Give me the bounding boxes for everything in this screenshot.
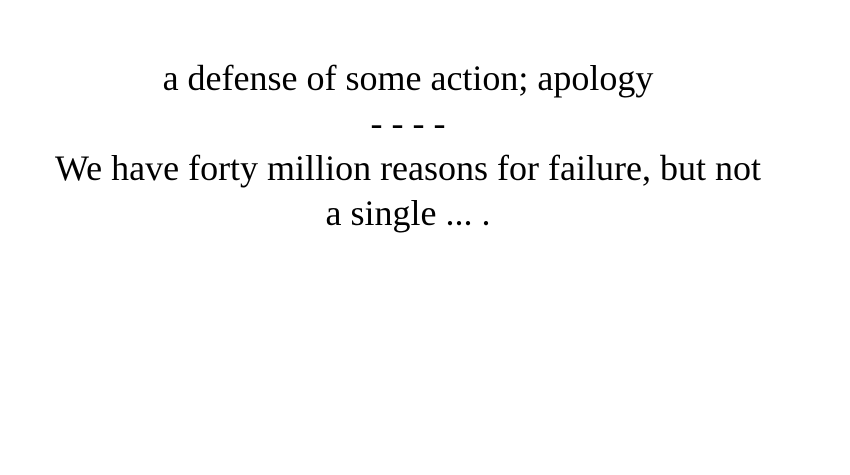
- definition-text: a defense of some action; apology: [162, 58, 654, 98]
- example-sentence: We have forty million reasons for failure, but not a single ... .: [55, 148, 761, 233]
- blank-placeholder: - - - -: [370, 103, 446, 143]
- flashcard-text: [50, 56, 766, 236]
